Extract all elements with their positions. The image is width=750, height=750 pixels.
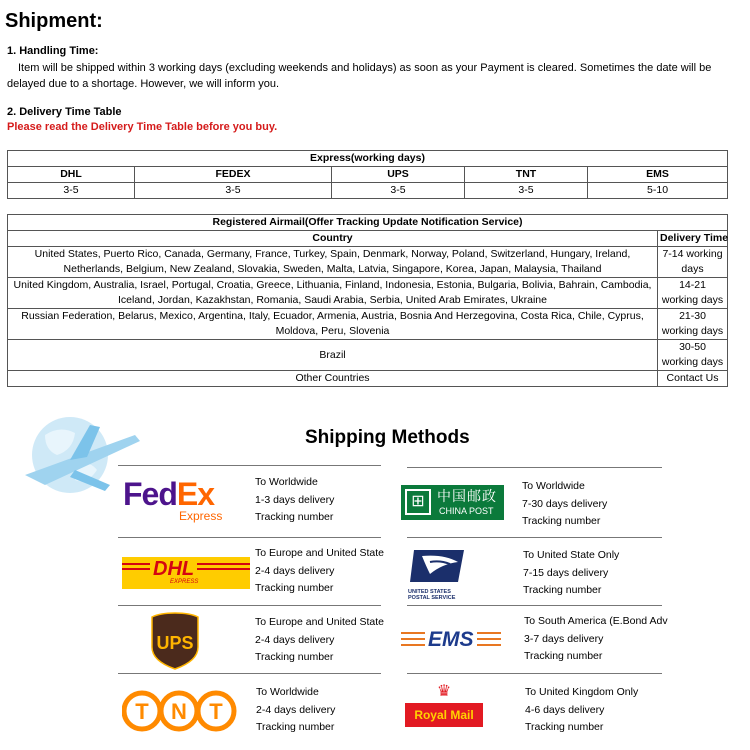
dhl-logo-sub: EXPRESS (170, 579, 199, 585)
china-post-emblem-icon: ⊞ (405, 489, 431, 515)
royal-mail-logo-text: Royal Mail (405, 703, 483, 727)
method-info (256, 684, 335, 737)
express-time: 3-5 (135, 183, 332, 199)
usps-logo-sub: POSTAL SERVICE (408, 595, 456, 601)
divider (118, 537, 381, 538)
method-info (255, 545, 384, 598)
divider (407, 605, 662, 606)
method-tracking: Tracking number (524, 650, 603, 662)
china-post-logo (401, 485, 504, 520)
divider (407, 467, 662, 468)
method-days: 7-15 days delivery (523, 566, 609, 579)
divider (407, 537, 662, 538)
ems-logo (401, 628, 501, 656)
usps-eagle-icon (408, 548, 468, 584)
carrier-header: UPS (332, 167, 465, 183)
express-table (7, 150, 728, 199)
tnt-logo (122, 689, 237, 733)
svg-text:T: T (135, 699, 149, 724)
divider (118, 465, 381, 466)
svg-text:N: N (171, 699, 187, 724)
divider (118, 673, 381, 674)
airmail-table (7, 214, 728, 387)
crown-icon: ♛ (436, 683, 452, 700)
carrier-header: EMS (588, 167, 728, 183)
express-time: 5-10 (588, 183, 728, 199)
method-destination: To Europe and United State (255, 616, 385, 628)
delivery-note: Please read the Delivery Time Table before you buy. (7, 121, 278, 133)
china-post-logo-cn: 中国邮政 (437, 488, 497, 504)
method-days: 7-30 days delivery (522, 497, 608, 510)
country-cell: United Kingdom, Australia, Israel, Portugal, Croatia, Greece, Lithuania, Finland, Indonesia, Estonia, Bulgaria, Bolivia, Bahrain, Cambodia, Iceland, Jordan, Kazakhstan, Romania, Saudi Arabia, Serbia, United Arab Emirates, Ukraine (8, 278, 658, 309)
method-tracking: Tracking number (256, 721, 335, 733)
method-destination: To Worldwide (522, 480, 585, 492)
country-header: Country (8, 231, 658, 247)
handling-heading: 1. Handling Time: (7, 45, 99, 57)
express-time: 3-5 (8, 183, 135, 199)
fedex-logo-ex: Ex (176, 476, 215, 512)
method-destination: To Europe and United State (255, 547, 385, 559)
time-cell: 21-30 working days (658, 309, 728, 340)
method-days: 4-6 days delivery (525, 703, 605, 716)
method-tracking: Tracking number (255, 511, 334, 523)
carrier-header: TNT (465, 167, 588, 183)
svg-text:T: T (209, 699, 223, 724)
table-row (8, 340, 728, 371)
express-time: 3-5 (332, 183, 465, 199)
method-tracking: Tracking number (522, 515, 601, 527)
method-days: 3-7 days delivery (524, 632, 604, 645)
fedex-logo-sub: Express (179, 509, 223, 523)
method-days: 1-3 days delivery (255, 493, 335, 506)
country-cell: Russian Federation, Belarus, Mexico, Argentina, Italy, Ecuador, Armenia, Austria, Bosnia And Herzegovina, Costa Rica, Chile, Cyprus, Moldova, Peru, Slovenia (8, 309, 658, 340)
method-days: 2-4 days delivery (256, 703, 336, 716)
table-row (8, 309, 728, 340)
method-tracking: Tracking number (523, 584, 602, 596)
time-cell: 30-50 working days (658, 340, 728, 371)
time-cell: 7-14 working days (658, 247, 728, 278)
country-cell: Brazil (8, 340, 658, 371)
dhl-logo-text: DHL (150, 559, 197, 579)
method-info (524, 613, 668, 666)
handling-text: Item will be shipped within 3 working days (excluding weekends and holidays) as soon as your Payment is cleared. Sometimes the date will be delayed due to a shortage. However, we will inform you. (7, 62, 712, 90)
china-post-logo-en: CHINA POST (439, 506, 494, 516)
shipping-methods-title: Shipping Methods (305, 427, 470, 448)
method-tracking: Tracking number (255, 651, 334, 663)
table-row (8, 371, 728, 387)
divider (407, 673, 662, 674)
method-info (255, 614, 384, 667)
table-row (8, 247, 728, 278)
page-title: Shipment: (5, 10, 103, 32)
time-cell: 14-21 working days (658, 278, 728, 309)
method-destination: To United Kingdom Only (525, 686, 639, 698)
table-row (8, 278, 728, 309)
airmail-caption: Registered Airmail(Offer Tracking Update Notification Service) (8, 215, 728, 231)
method-tracking: Tracking number (525, 721, 604, 733)
divider (118, 605, 381, 606)
method-info (255, 474, 334, 527)
time-cell: Contact Us (658, 371, 728, 387)
method-destination: To South America (E.Bond Adv (524, 615, 668, 627)
ups-logo (150, 611, 200, 671)
method-days: 2-4 days delivery (255, 564, 335, 577)
fedex-logo-fed: Fed (123, 476, 177, 512)
express-time: 3-5 (465, 183, 588, 199)
dhl-logo (122, 557, 250, 589)
royal-mail-logo (405, 683, 483, 729)
method-info (523, 547, 619, 600)
method-days: 2-4 days delivery (255, 633, 335, 646)
method-destination: To Worldwide (256, 686, 319, 698)
fedex-logo (123, 478, 233, 528)
delivery-time-header: Delivery Time (658, 231, 728, 247)
express-caption: Express(working days) (8, 151, 728, 167)
usps-logo (408, 548, 468, 601)
carrier-header: FEDEX (135, 167, 332, 183)
method-info (522, 478, 607, 531)
method-destination: To United State Only (523, 549, 620, 561)
method-tracking: Tracking number (255, 582, 334, 594)
delivery-heading: 2. Delivery Time Table (7, 106, 122, 118)
carrier-header: DHL (8, 167, 135, 183)
usps-logo-text: UNITED STATES (408, 589, 451, 595)
country-cell: United States, Puerto Rico, Canada, Germany, France, Turkey, Spain, Denmark, Norway, Poland, Switzerland, Hungary, Ireland, Netherlands, Belgium, New Zealand, Slovakia, Sweden, Malta, Latvia, Singapore, Korea, Japan, Malaysia, Thailand (8, 247, 658, 278)
ups-logo-text: UPS (156, 633, 194, 653)
method-info (525, 684, 638, 737)
method-destination: To Worldwide (255, 476, 318, 488)
country-cell: Other Countries (8, 371, 658, 387)
ems-logo-text: EMS (425, 628, 477, 652)
